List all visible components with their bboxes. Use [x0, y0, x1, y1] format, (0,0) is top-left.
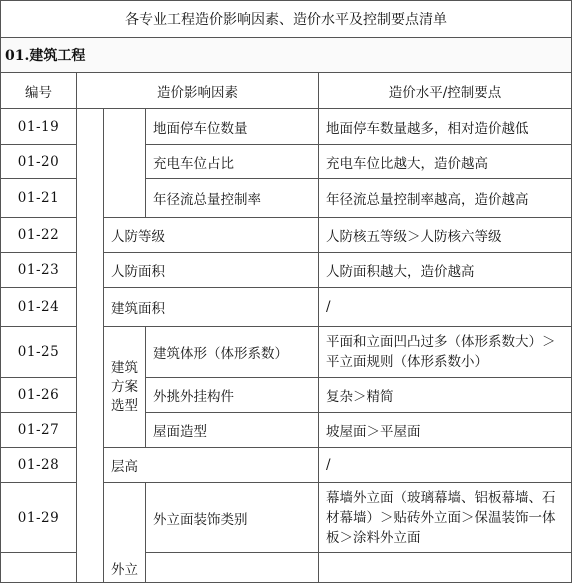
row-code: 01-27 — [1, 413, 77, 448]
row-factor: 人防面积 — [104, 253, 319, 288]
row-code: 01-29 — [1, 483, 77, 553]
parking-group-cell — [104, 109, 146, 218]
row-code: 01-26 — [1, 378, 77, 413]
row-level: / — [319, 288, 572, 327]
row-level: 坡屋面＞平屋面 — [319, 413, 572, 448]
row-code: 01-21 — [1, 179, 77, 218]
group-label-facade — [104, 483, 146, 583]
row-factor: 外挑外挂构件 — [146, 378, 319, 413]
header-level: 造价水平/控制要点 — [319, 73, 572, 109]
row-code: 01-23 — [1, 253, 77, 288]
group-label-line: 建筑 — [111, 359, 138, 376]
section-row — [1, 38, 572, 73]
group-label-line: 外立 — [111, 562, 138, 578]
group-label-scheme — [104, 327, 146, 448]
table-title: 各专业工程造价影响因素、造价水平及控制要点清单 — [1, 1, 572, 38]
row-factor: 人防等级 — [104, 218, 319, 253]
table-row — [1, 109, 572, 145]
row-level: 地面停车数量越多，相对造价越低 — [319, 109, 572, 145]
header-row — [1, 73, 572, 109]
row-factor — [146, 553, 319, 583]
row-factor: 地面停车位数量 — [146, 109, 319, 145]
row-level: 人防面积越大，造价越高 — [319, 253, 572, 288]
row-level — [319, 553, 572, 583]
row-code: 01-22 — [1, 218, 77, 253]
row-factor: 充电车位占比 — [146, 145, 319, 179]
row-code: 01-24 — [1, 288, 77, 327]
row-level: 人防核五等级＞人防核六等级 — [319, 218, 572, 253]
row-factor: 建筑体形（体形系数） — [146, 327, 319, 378]
row-factor: 年径流总量控制率 — [146, 179, 319, 218]
row-level: 充电车位比越大，造价越高 — [319, 145, 572, 179]
row-code: 01-25 — [1, 327, 77, 378]
row-level: / — [319, 448, 572, 483]
section-heading: 01.建筑工程 — [1, 38, 572, 73]
title-row — [1, 1, 572, 38]
row-code — [1, 553, 77, 583]
header-code: 编号 — [1, 73, 77, 109]
row-factor: 屋面造型 — [146, 413, 319, 448]
row-code: 01-19 — [1, 109, 77, 145]
row-level: 年径流总量控制率越高，造价越高 — [319, 179, 572, 218]
group-label-line: 方案 — [111, 378, 138, 395]
row-code: 01-20 — [1, 145, 77, 179]
row-factor: 外立面装饰类别 — [146, 483, 319, 553]
row-level: 平面和立面凹凸过多（体形系数大）＞平立面规则（体形系数小） — [319, 327, 572, 378]
row-factor: 层高 — [104, 448, 319, 483]
row-factor: 建筑面积 — [104, 288, 319, 327]
group-label-line: 选型 — [111, 397, 138, 414]
outer-group-column — [77, 109, 104, 583]
header-factor: 造价影响因素 — [77, 73, 319, 109]
row-level: 复杂＞精简 — [319, 378, 572, 413]
row-level: 幕墙外立面（玻璃幕墙、铝板幕墙、石材幕墙）＞贴砖外立面＞保温装饰一体板＞涂料外立面 — [319, 483, 572, 553]
row-code: 01-28 — [1, 448, 77, 483]
